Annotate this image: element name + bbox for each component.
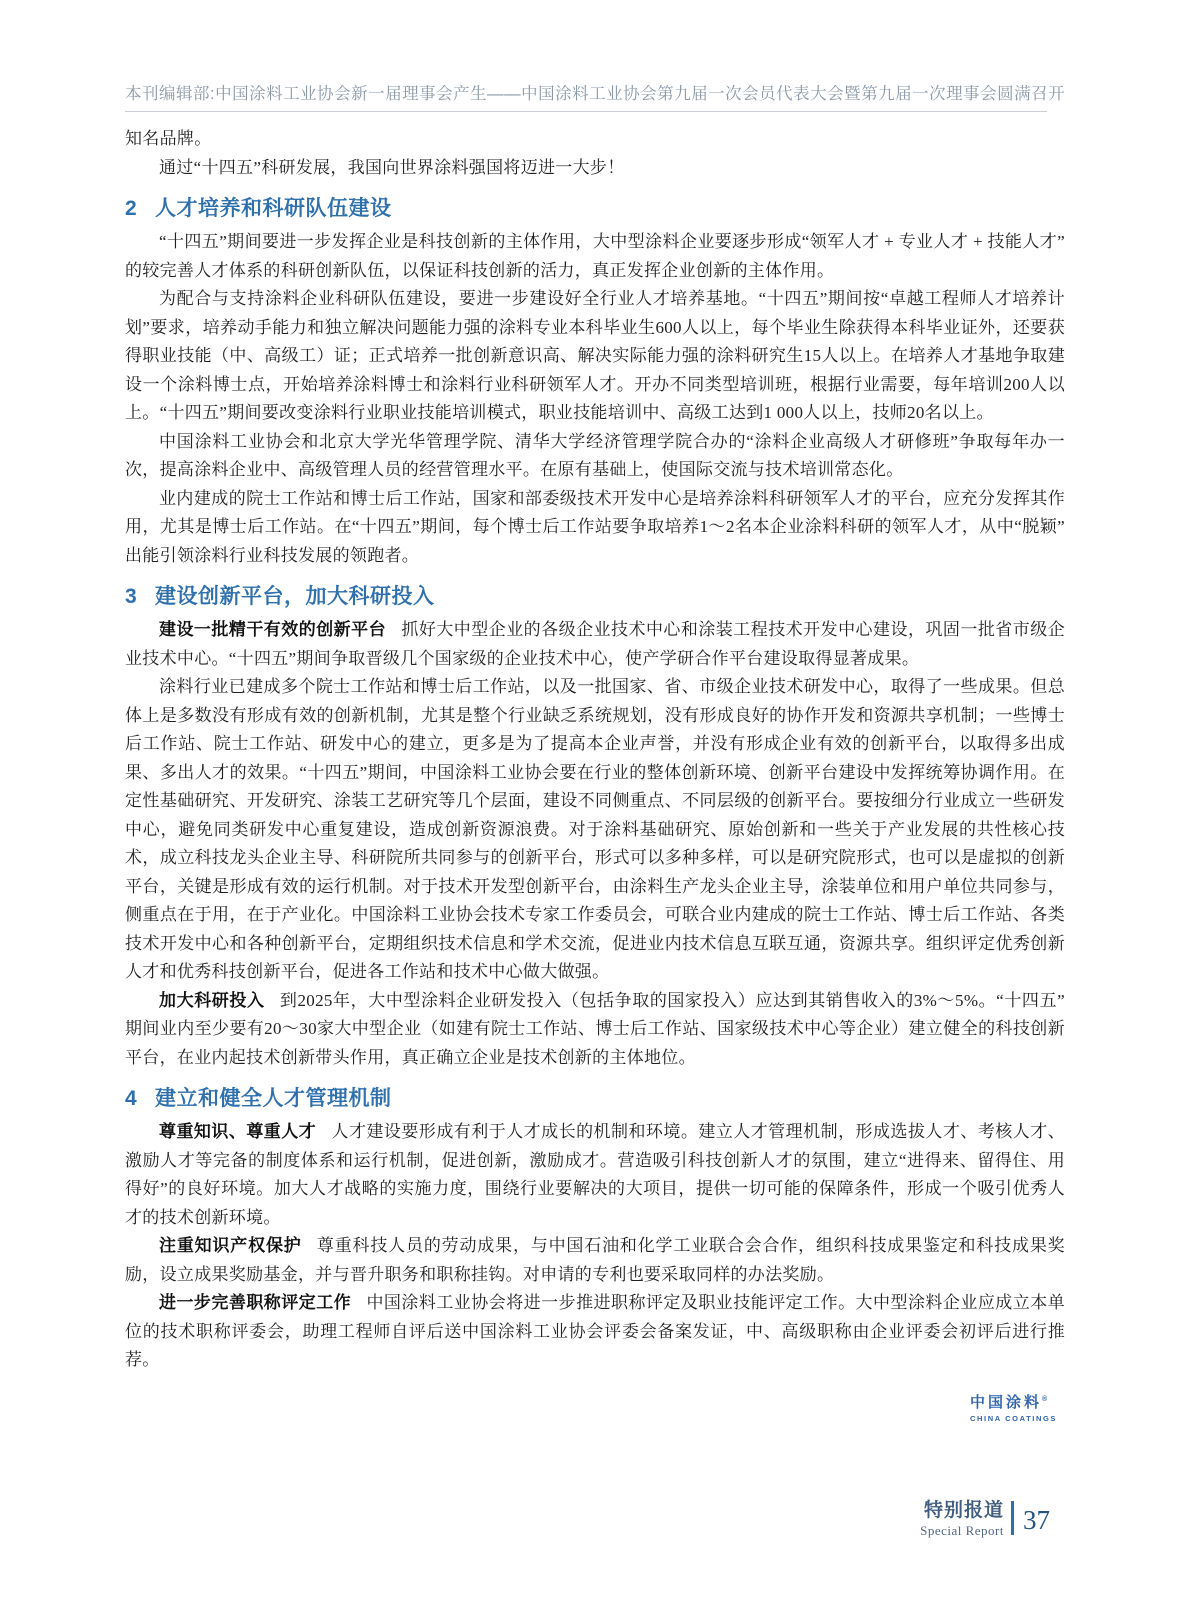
paragraph [125, 1289, 1065, 1375]
section-title: 人才培养和科研队伍建设 [155, 197, 392, 220]
page-header [125, 84, 1065, 112]
paragraph [125, 1118, 1065, 1232]
section-heading-3 [125, 585, 1065, 609]
paragraph: 涂料行业已建成多个院士工作站和博士后工作站，以及一批国家、省、市级企业技术研发中心，取得了一些成果。但总体上是多数没有形成有效的创新机制，尤其是整个行业缺乏系统规划，没有形成良好的协作开发和资源共享机制；一些博士后工作站、院士工作站、研发中心的建立，更多是为了提高本企业声誉，并没有形成企业有效的创新平台，以取得多出成果、多出人才的效果。“十四五”期间，中国涂料工业协会要在行业的整体创新环境、创新平台建设中发挥统筹协调作用。在定性基础研究、开发研究、涂装工艺研究等几个层面，建设不同侧重点、不同层级的创新平台。要按细分行业成立一些研发中心，避免同类研发中心重复建设，造成创新资源浪费。对于涂料基础研究、原始创新和一些关于产业发展的共性核心技术，成立科技龙头企业主导、科研院所共同参与的创新平台，形式可以多种多样，可以是研究院形式，也可以是虚拟的创新平台，关键是形成有效的运行机制。对于技术开发型创新平台，由涂料生产龙头企业主导，涂装单位和用户单位共同参与，侧重点在于用，在于产业化。中国涂料工业协会技术专家工作委员会，可联合业内建成的院士工作站、博士后工作站、各类技术开发中心和各种创新平台，定期组织技术信息和学术交流，促进业内技术信息互联互通，资源共享。组织评定优秀创新人才和优秀科技创新平台，促进各工作站和技术中心做大做强。 [125, 677, 1065, 981]
paragraph-text: 中国涂料工业协会将进一步推进职称评定及职业技能评定工作。大中型涂料企业应成立本单位的技术职称评委会，助理工程师自评后送中国涂料工业协会评委会备案发证，中、高级职称由企业评委会初评后进行推荐。 [125, 1293, 1065, 1369]
paragraph: 中国涂料工业协会和北京大学光华管理学院、清华大学经济管理学院合办的“涂料企业高级人才研修班”争取每年办一次，提高涂料企业中、高级管理人员的经营管理水平。在原有基础上，使国际交流与技术培训常态化。 [125, 431, 1065, 479]
paragraph [125, 616, 1065, 673]
run-in-heading: 尊重知识、尊重人才 [159, 1122, 317, 1141]
footer-divider [1011, 1501, 1014, 1535]
paragraph: 业内建成的院士工作站和博士后工作站，国家和部委级技术开发中心是培养涂料科研领军人才的平台，应充分发挥其作用，尤其是博士后工作站。在“十四五”期间，每个博士后工作站要争取培养1～2名本企业涂料科研的领军人才，从中“脱颖”出能引领涂料行业科技发展的领跑者。 [125, 488, 1065, 565]
run-in-heading: 加大科研投入 [159, 990, 265, 1010]
section-title: 建立和健全人才管理机制 [155, 1087, 392, 1110]
run-in-heading: 注重知识产权保护 [159, 1236, 302, 1255]
registered-mark-icon: ® [1042, 1396, 1048, 1403]
paragraph-text: 抓好大中型企业的各级企业技术中心和涂装工程技术开发中心建设，巩固一批省市级企业技术中心。“十四五”期间争取晋级几个国家级的企业技术中心，使产学研合作平台建设取得显著成果。 [125, 620, 1065, 668]
section-number: 4 [125, 1087, 138, 1110]
article-body [125, 125, 1065, 1375]
paragraph-text: 尊重科技人员的劳动成果，与中国石油和化学工业联合会合作，组织科技成果鉴定和科技成果奖励，设立成果奖励基金，并与晋升职务和职称挂钩。对申请的专利也要采取同样的办法奖励。 [125, 1236, 1065, 1284]
paragraph-continuation: 知名品牌。 [125, 129, 212, 148]
logo-subtitle: CHINA COATINGS [970, 1414, 1057, 1423]
paragraph: “十四五”期间要进一步发挥企业是科技创新的主体作用，大中型涂料企业要逐步形成“领军人才 + 专业人才 + 技能人才”的较完善人才体系的科研创新队伍，以保证科技创新的活力，真正发挥企业创新的主体作用。 [125, 232, 1065, 280]
section-number: 3 [125, 585, 138, 608]
paragraph: 通过“十四五”科研发展，我国向世界涂料强国将迈进一大步！ [159, 157, 625, 177]
section-heading-2 [125, 197, 1065, 221]
page-number: 37 [1023, 1505, 1050, 1535]
china-coatings-logo [970, 1392, 1057, 1423]
footer-section-cn: 特别报道 [923, 1500, 1004, 1521]
section-heading-4 [125, 1087, 1065, 1111]
header-divider [125, 111, 1047, 112]
paragraph [125, 1232, 1065, 1289]
footer-section-labels [920, 1500, 1004, 1538]
logo-name: 中国涂料 [970, 1394, 1043, 1411]
logo-wordmark [970, 1392, 1057, 1411]
running-head: 本刊编辑部:中国涂料工业协会新一届理事会产生——中国涂料工业协会第九届一次会员代表大会暨第九届一次理事会圆满召开 [125, 85, 1066, 103]
section-number: 2 [125, 197, 138, 220]
run-in-heading: 进一步完善职称评定工作 [159, 1293, 352, 1312]
page-content [125, 84, 1065, 1375]
page-footer [920, 1500, 1050, 1538]
paragraph-text: 到2025年，大中型涂料企业研发投入（包括争取的国家投入）应达到其销售收入的3%～5%。“十四五”期间业内至少要有20～30家大中型企业（如建有院士工作站、博士后工作站、国家级技术中心等企业）建立健全的科技创新平台，在业内起技术创新带头作用，真正确立企业是技术创新的主体地位。 [125, 990, 1065, 1067]
run-in-heading: 建设一批精干有效的创新平台 [159, 620, 387, 639]
section-title: 建设创新平台，加大科研投入 [155, 585, 435, 608]
paragraph [125, 987, 1065, 1073]
footer-section-en: Special Report [920, 1523, 1004, 1538]
paragraph: 为配合与支持涂料企业科研队伍建设，要进一步建设好全行业人才培养基地。“十四五”期间按“卓越工程师人才培养计划”要求，培养动手能力和独立解决问题能力强的涂料专业本科毕业生600人以上，每个毕业生除获得本科毕业证外，还要获得职业技能（中、高级工）证；正式培养一批创新意识高、解决实际能力强的涂料研究生15人以上。在培养人才基地争取建设一个涂料博士点，开始培养涂料博士和涂料行业科研领军人才。开办不同类型培训班，根据行业需要，每年培训200人以上。“十四五”期间要改变涂料行业职业技能培训模式，职业技能培训中、高级工达到1 000人以上，技师20名以上。 [125, 289, 1065, 422]
paragraph-text: 人才建设要形成有利于人才成长的机制和环境。建立人才管理机制，形成选拔人才、考核人才、激励人才等完备的制度体系和运行机制，促进创新，激励成才。营造吸引科技创新人才的氛围，建立“进得来、留得住、用得好”的良好环境。加大人才战略的实施力度，围绕行业要解决的大项目，提供一切可能的保障条件，形成一个吸引优秀人才的技术创新环境。 [125, 1122, 1065, 1227]
